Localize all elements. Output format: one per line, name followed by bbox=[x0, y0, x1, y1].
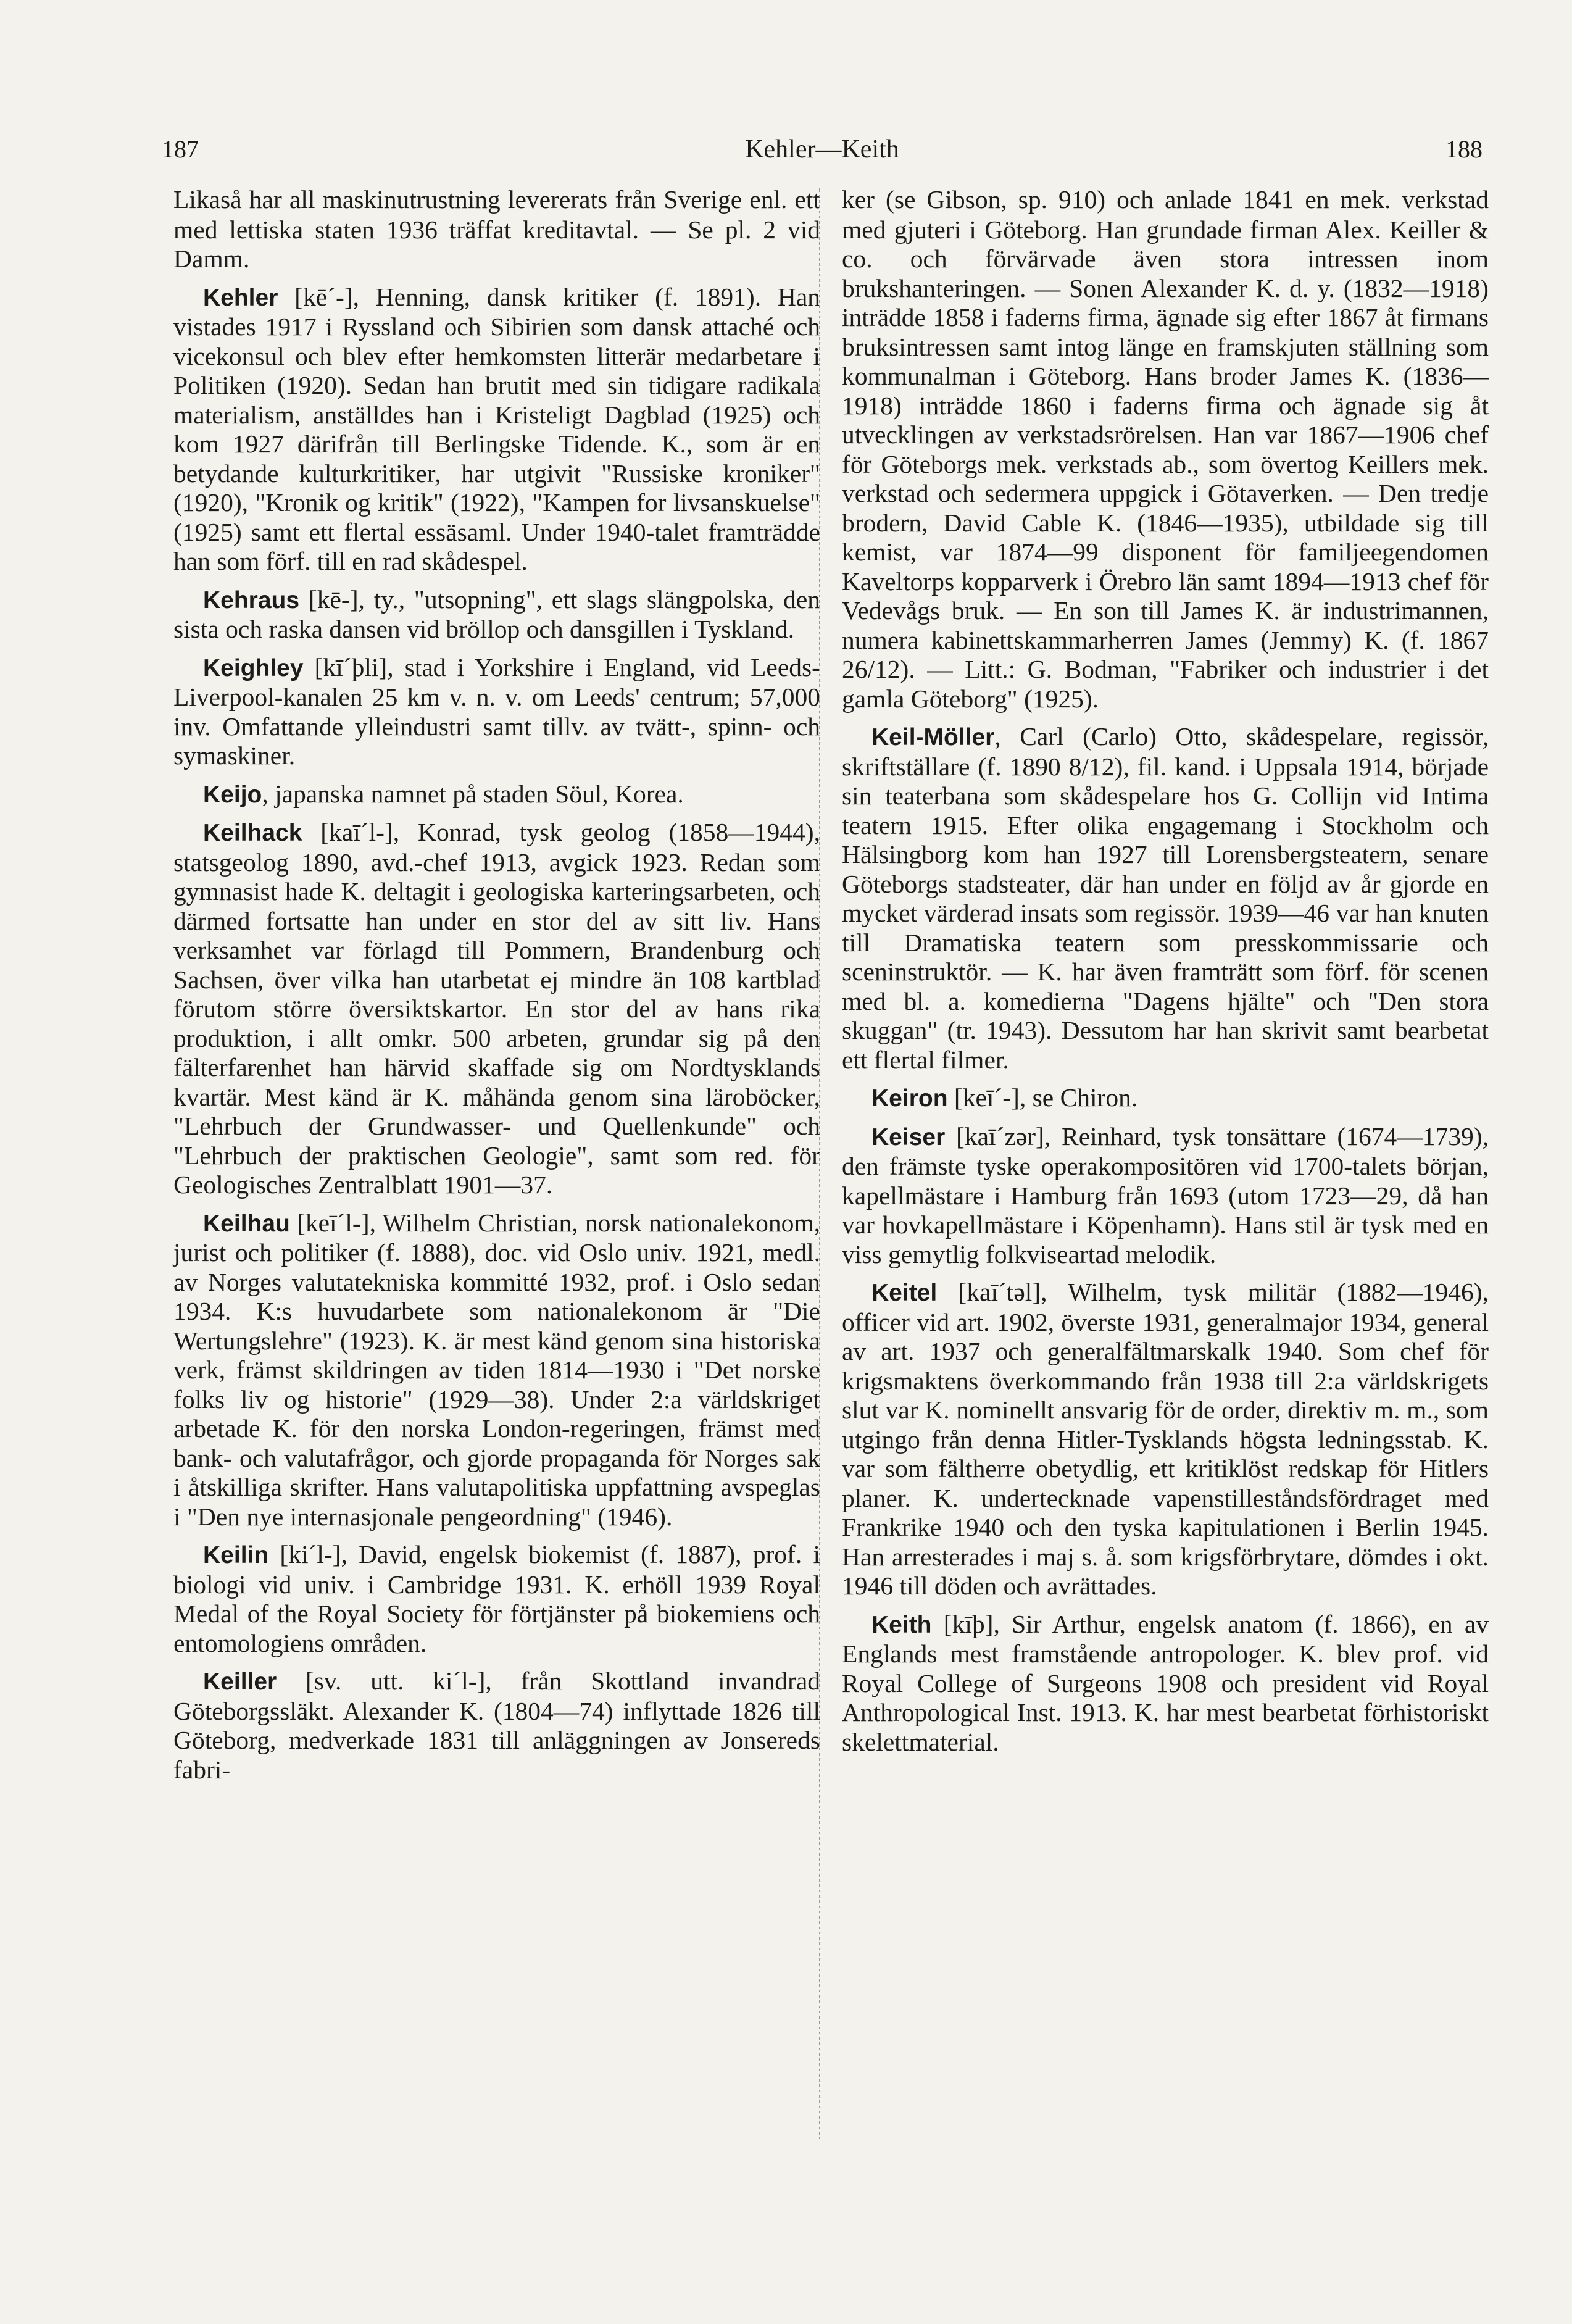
entry-text: , Carl (Carlo) Otto, skådespelare, regissör, skriftställare (f. 1890 8/12), fil. kand. i Uppsala 1914, började sin teaterbana som skådespelare hos G. Collijn vid Intima teatern 1915. Efter olika engagemang i Stockholm och Hälsingborg kom han 1927 till Lorensbergsteatern, senare Göteborgs stadsteater, där han under en följd av år gjorde en mycket värderad insats som regissör. 1939—46 var han knuten till Dramatiska teatern som presskommissarie och sceninstruktör. — K. har även framträtt som förf. för scenen med bl. a. komedierna "Dagens hjälte" och "Den stora skuggan" (tr. 1943). Dessutom har han skrivit samt bearbetat ett flertal filmer. bbox=[842, 722, 1489, 1074]
headword: Keijo bbox=[203, 781, 262, 808]
entry bbox=[842, 1083, 1489, 1114]
entry bbox=[173, 653, 820, 771]
page-header bbox=[162, 135, 1483, 172]
entry bbox=[173, 780, 820, 810]
headword: Keilhau bbox=[203, 1210, 290, 1237]
entry-text: [sv. utt. ki´l-], från Skottland invandrad Göteborgssläkt. Alexander K. (1804—74) inflyttade 1826 till Göteborg, medverkade 1831 till anläggningen av Jonsereds fabri- bbox=[173, 1667, 820, 1784]
entry bbox=[173, 818, 820, 1200]
entry bbox=[842, 1610, 1489, 1757]
entry bbox=[842, 185, 1489, 714]
headword: Keiron bbox=[871, 1085, 948, 1112]
entry-text: [kaī´təl], Wilhelm, tysk militär (1882—1946), officer vid art. 1902, överste 1931, generalmajor 1934, general av art. 1937 och generalfältmarskalk 1940. Som chef för krigsmaktens överkommando från 1938 till 2:a världskrigets slut var K. nominellt ansvarig för de order, direktiv m. m., som utgingo från denna Hitler-Tysklands högsta ledningsstab. K. var som fältherre obetydlig, ett kritiklöst redskap för Hitlers planer. K. undertecknade vapenstilleståndsfördraget med Frankrike 1940 och den tyska kapitulationen i Berlin 1945. Han arresterades i maj s. å. som krigsförbrytare, dömdes i okt. 1946 till döden och avrättades. bbox=[842, 1278, 1489, 1600]
entry-text: [kē-], ty., "utsopning", ett slags slängpolska, den sista och raska dansen vid bröllop och dansgillen i Tyskland. bbox=[173, 585, 820, 643]
entry bbox=[842, 1278, 1489, 1601]
entry bbox=[173, 185, 820, 274]
entry-text: [keī´l-], Wilhelm Christian, norsk nationalekonom, jurist och politiker (f. 1888), doc. vid Oslo univ. 1921, medl. av Norges valutatekniska kommitté 1932, prof. i Oslo sedan 1934. K:s huvudarbete som nationalekonom är "Die Wertungslehre" (1923). K. är mest känd genom sina historiska verk, främst skildringen av tiden 1814—1930 i "Det norske folks liv og historie" (1929—38). Under 2:a världskriget arbetade K. för den norska London-regeringen, främst med bank- och valutafrågor, och gjorde propaganda för Norges sak i åtskilliga skrifter. Hans valutapolitiska uppfattning avspeglas i "Den nye internasjonale pengeordning" (1946). bbox=[173, 1208, 820, 1531]
entry bbox=[842, 722, 1489, 1075]
entry bbox=[173, 1540, 820, 1658]
right-column bbox=[842, 185, 1489, 1765]
entry-text: [kī´þli], stad i Yorkshire i England, vid Leeds-Liverpool-kanalen 25 km v. n. v. om Leeds' centrum; 57,000 inv. Omfattande ylleindustri samt tillv. av tvätt-, spinn- och symaskiner. bbox=[173, 652, 820, 770]
entry-text: , japanska namnet på staden Söul, Korea. bbox=[262, 779, 684, 808]
headword: Keitel bbox=[871, 1280, 938, 1306]
headword: Keighley bbox=[203, 654, 304, 681]
left-column bbox=[173, 185, 820, 1793]
headword: Keilhack bbox=[203, 820, 302, 846]
entry-text: [kē´-], Henning, dansk kritiker (f. 1891). Han vistades 1917 i Ryssland och Sibirien som dansk attaché och vicekonsul och blev efter hemkomsten litterär medarbetare i Politiken (1920). Sedan han brutit med sin tidigare radikala materialism, anställdes han i Kristeligt Dagblad (1925) och kom 1927 därifrån till Berlingske Tidende. K., som är en betydande kulturkritiker, har utgivit "Russiske kroniker" (1920), "Kronik og kritik" (1922), "Kampen for livsanskuelse" (1925) samt ett flertal essäsaml. Under 1940-talet framträdde han som förf. till en rad skådespel. bbox=[173, 282, 820, 575]
entry-text: [kaī´l-], Konrad, tysk geolog (1858—1944), statsgeolog 1890, avd.-chef 1913, avgick 1923. Redan som gymnasist hade K. deltagit i geologiska karteringsarbeten, och därmed fortsatte han under en stor del av sitt liv. Hans verksamhet var förlagd till Pommern, Brandenburg och Sachsen, över vilka han utarbetat ej mindre än 108 kartblad förutom större översiktskartor. En stor del av hans rika produktion, i allt omkr. 500 arbeten, grundar sig på den fälterfarenhet han härvid skaffade sig om Nordtysklands kvartär. Mest känd är K. måhända genom sina läroböcker, "Lehrbuch der Grundwasser- und Quellenkunde" och "Lehrbuch der praktischen Geologie", samt som red. för Geologisches Zentralblatt 1901—37. bbox=[173, 818, 820, 1199]
entry-text: [kīþ], Sir Arthur, engelsk anatom (f. 1866), en av Englands mest framstående antropologer. K. blev prof. vid Royal College of Surgeons 1908 och president vid Royal Anthropological Inst. 1913. K. har mest bearbetat förhistoriskt skelettmaterial. bbox=[842, 1609, 1489, 1756]
headword: Keith bbox=[871, 1611, 932, 1638]
entry bbox=[842, 1122, 1489, 1270]
entry-text: [kaī´zər], Reinhard, tysk tonsättare (1674—1739), den främste tyske operakompositören vid 1700-talets början, kapellmästare i Hamburg från 1693 (utom 1723—29, då han var hovkapellmästare i Köpenhamn). Hans stil är tysk med en viss gemytlig folkviseartad melodik. bbox=[842, 1122, 1489, 1268]
page-number-right: 188 bbox=[1445, 135, 1483, 163]
entry-text: [keī´-], se Chiron. bbox=[947, 1083, 1138, 1112]
page-number-left: 187 bbox=[162, 135, 199, 163]
headword: Keiller bbox=[203, 1668, 277, 1695]
entry-text: ker (se Gibson, sp. 910) och anlade 1841 en mek. verkstad med gjuteri i Göteborg. Han grundade firman Alex. Keiller & co. och förvärvade även stora intressen inom brukshanteringen. — Sonen Alexander K. d. y. (1832—1918) inträdde 1858 i faderns firma, ägnade sig efter 1867 åt firmans bruksintressen samt intog länge en framskjuten ställning som kommunalman i Göteborg. Hans broder James K. (1836—1918) inträdde 1860 i faderns firma och ägnade sig åt utvecklingen av verkstadsrörelsen. Han var 1867—1906 chef för Göteborgs mek. verkstads ab., som övertog Keillers mek. verkstad och sedermera uppgick i Götaverken. — Den tredje brodern, David Cable K. (1846—1935), utbildade sig till kemist, var 1874—99 disponent för familjeegendomen Kaveltorps kopparverk i Örebro län samt 1894—1913 chef för Vedevågs bruk. — En son till James K. är industrimannen, numera kabinettskammarherren James (Jemmy) K. (f. 1867 26/12). — Litt.: G. Bodman, "Fabriker och industrier i det gamla Göteborg" (1925). bbox=[842, 185, 1489, 713]
entry-text: Likaså har all maskinutrustning levererats från Sverige enl. ett med lettiska staten 1936 träffat kreditavtal. — Se pl. 2 vid Damm. bbox=[173, 185, 820, 273]
headword: Keil-Möller bbox=[871, 724, 995, 751]
headword: Keilin bbox=[203, 1542, 269, 1568]
entry bbox=[173, 283, 820, 577]
headword: Kehler bbox=[203, 284, 278, 311]
entry-text: [ki´l-], David, engelsk biokemist (f. 1887), prof. i biologi vid univ. i Cambridge 1931. K. erhöll 1939 Royal Medal of the Royal Society för förtjänster på biokemiens och entomologiens områden. bbox=[173, 1540, 820, 1657]
headword: Kehraus bbox=[203, 586, 300, 614]
entry bbox=[173, 1209, 820, 1532]
entry bbox=[173, 1667, 820, 1785]
headword: Keiser bbox=[871, 1123, 946, 1151]
entry bbox=[173, 585, 820, 644]
column-divider bbox=[819, 188, 820, 2139]
running-head: Kehler—Keith bbox=[745, 135, 899, 164]
